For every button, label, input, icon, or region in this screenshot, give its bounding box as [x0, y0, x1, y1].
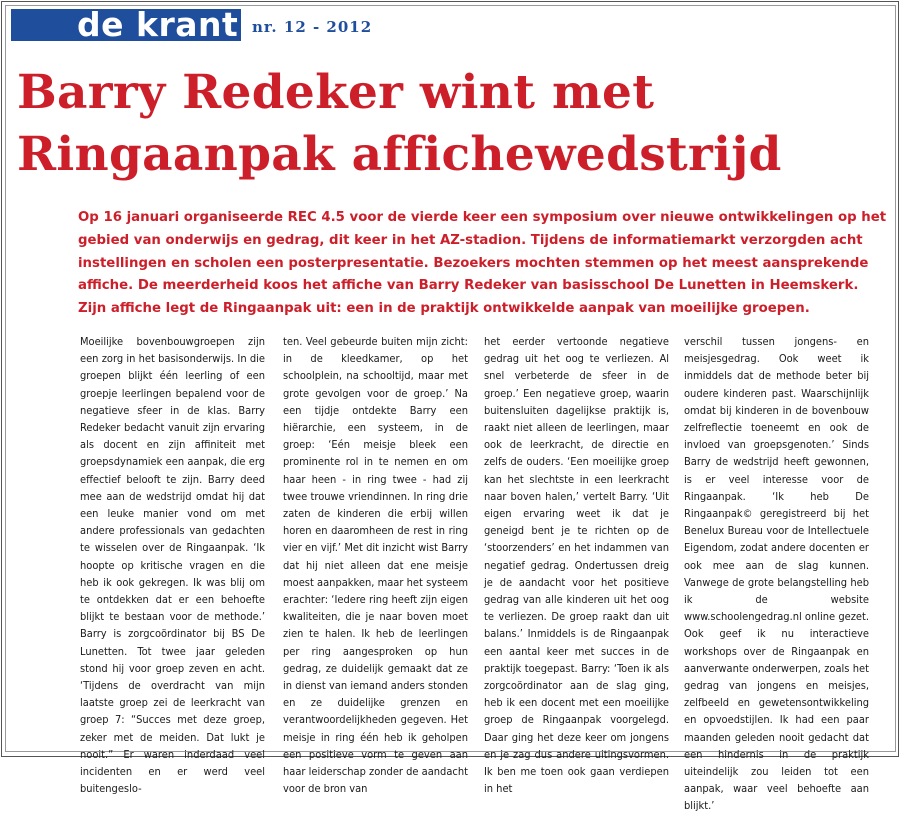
article-column-4	[684, 333, 869, 815]
frame-line-top	[5, 5, 895, 6]
column-1-text: Moeilijke bovenbouwgroepen zijn een zorg in het basisonderwijs. In die groepen blijkt één leerling of een groepje leerlingen bepalend voor de negatieve sfeer in de klas. Barry Redeker bedacht vanuit zijn ervaring als docent en zijn affiniteit met groepsdynamiek een aanpak, die erg effectief belooft te zijn. Barry deed mee aan de wedstrijd omdat hij dat een leuke manier vond om met andere professionals van gedachten te wisselen over de Ringaanpak. ‘Ik hoopte op kritische vragen en die heb ik ook gekregen. Ik was blij om te ontdekken dat er een behoefte blijkt te bestaan voor de methode.’ Barry is zorgcoördinator bij BS De Lunetten. Tot twee jaar geleden stond hij voor groep zeven en acht. ‘Tijdens de overdracht van mijn laatste groep zei de leerkracht van groep 7: “Succes met deze groep, zeker met de meiden. Dat lukt je nooit.” Er waren inderdaad veel incidenten en er werd veel buitengeslo-	[80, 335, 265, 796]
lead-paragraph: Op 16 januari organiseerde REC 4.5 voor de vierde keer een symposium over nieuwe ontwikkelingen op het gebied van onderwijs en gedrag, dit keer in het AZ-stadion. Tijdens de informatiemarkt verzorgden acht instellingen en scholen een posterpresentatie. Bezoekers mochten stemmen op het meest aansprekende affiche. De meerderheid koos het affiche van Barry Redeker van basisschool De Lunetten in Heemskerk. Zijn affiche legt de Ringaanpak uit: een in de praktijk ontwikkelde aanpak van moeilijke groepen.	[78, 210, 887, 317]
masthead-logo	[11, 9, 241, 41]
masthead-name: de krant	[77, 9, 239, 41]
article-column-3	[484, 333, 669, 797]
column-3-text: het eerder vertoonde negatieve gedrag uit het oog te verliezen. Al snel verbeterde de sfeer in de groep.’ Een negatieve groep, waarin buitensluiten dagelijkse praktijk is, raakt niet alleen de leerlingen, maar ook de leerkracht, de directie en zelfs de ouders. ‘Een moeilijke groep kan het slechtste in een leerkracht naar boven halen,’ vertelt Barry. ‘Uit eigen ervaring weet ik dat je geneigd bent je te richten op de ‘stoorzenders’ en het indammen van negatief gedrag. Ondertussen dreig je de aandacht voor het positieve gedrag van alle kinderen uit het oog te verliezen. De groep raakt dan uit balans.’ Inmiddels is de Ringaanpak een aantal keer met succes in de praktijk toegepast. Barry: ‘Toen ik als zorgcoördinator aan de slag ging, heb ik een docent met een moeilijke groep de Ringaanpak voorgelegd. Daar ging het deze keer om jongens en je zag dus andere uitingsvormen. Ik ben me toen ook gaan verdiepen in het	[484, 335, 669, 796]
headline-line-2: Ringaanpak affichewedstrijd	[17, 127, 782, 182]
headline	[17, 62, 887, 186]
article-column-1	[80, 333, 265, 797]
frame-line-right	[895, 5, 896, 752]
article-column-2	[283, 333, 468, 797]
column-2-text: ten. Veel gebeurde buiten mijn zicht: in de kleedkamer, op het schoolplein, na schooltijd, maar met grote gevolgen voor de groep.’ Na een tijdje ontdekte Barry een hiërarchie, een systeem, in de groep: ‘Eén meisje bleek een prominente rol in te nemen en om haar heen - in ring twee - had zij twee trouwe vriendinnen. In ring drie zaten de kinderen die erbij willen horen en daaromheen de rest in ring vier en vijf.’ Met dit inzicht wist Barry dat hij niet alleen dat ene meisje moest aanpakken, maar het systeem erachter: ‘Iedere ring heeft zijn eigen kwaliteiten, die je naar boven moet zien te halen. Ik heb de leerlingen per ring aangesproken op hun gedrag, ze duidelijk gemaakt dat ze in dienst van iemand anders stonden en ze duidelijke grenzen en verantwoordelijkheden gegeven. Het meisje in ring één heb ik geholpen een positieve vorm te geven aan haar leiderschap zonder de aandacht voor de bron van	[283, 335, 468, 796]
column-4-text: verschil tussen jongens- en meisjesgedrag. Ook weet ik inmiddels dat de methode beter bij oudere kinderen past. Waarschijnlijk omdat bij kinderen in de bovenbouw zelfreflectie toeneemt en ook de invloed van groepsgenoten.’ Sinds Barry de wedstrijd heeft gewonnen, is er veel interesse voor de Ringaanpak. ‘Ik heb De Ringaanpak© geregistreerd bij het Benelux Bureau voor de Intellectuele Eigendom, zodat andere docenten er ook mee aan de slag kunnen. Vanwege de grote belangstelling heb ik de website www.schoolengedrag.nl online gezet. Ook geef ik nu interactieve workshops over de Ringaanpak en aanverwante onderwerpen, zoals het gedrag van jongens en meisjes, zelfbeeld en gewetensontwikkeling en opvoedstijlen. Ik had een paar maanden geleden nooit gedacht dat een hindernis in de praktijk uiteindelijk zou leiden tot een aanpak, waar veel behoefte aan blijkt.’	[684, 335, 869, 813]
issue-number: nr. 12 - 2012	[252, 18, 373, 36]
frame-line-left	[5, 5, 6, 752]
headline-line-1: Barry Redeker wint met	[17, 65, 655, 120]
